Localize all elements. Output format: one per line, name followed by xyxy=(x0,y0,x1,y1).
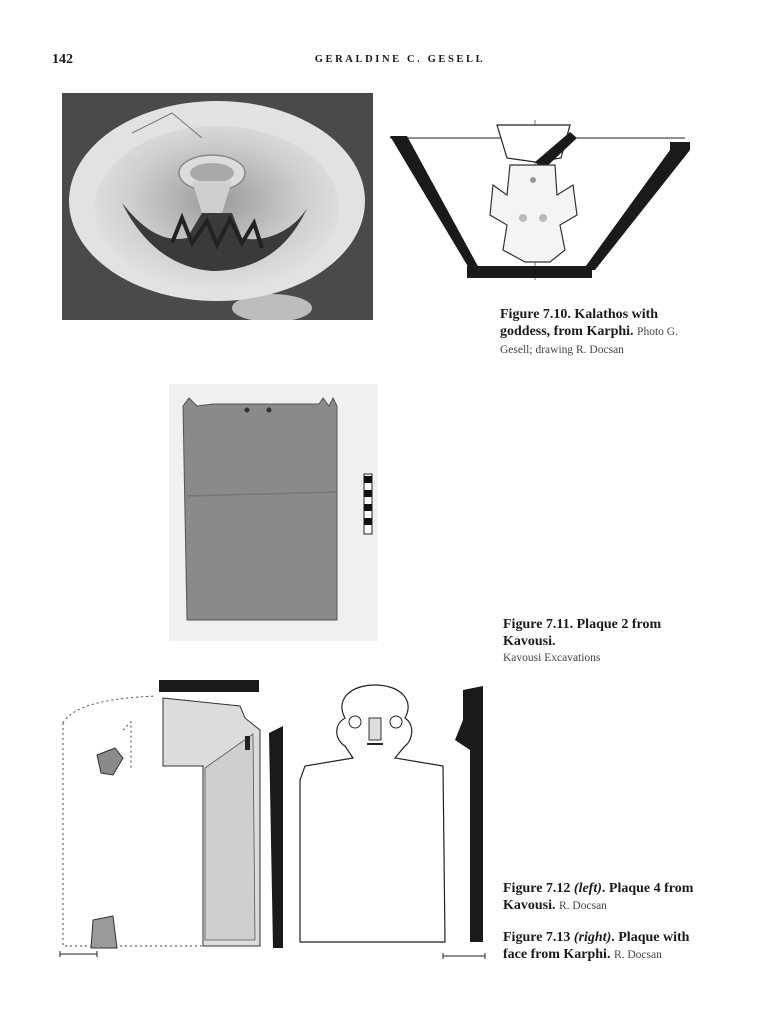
running-head: GERALDINE C. GESELL xyxy=(314,54,486,65)
figure-label-suffix: . Plaque with face from Karphi. xyxy=(503,930,690,962)
figure-label-prefix: Figure 7.12 xyxy=(503,881,574,896)
figure-credit: R. Docsan xyxy=(559,900,607,912)
plaque-face-drawing xyxy=(295,680,495,962)
kalathos-drawing xyxy=(385,120,695,285)
kalathos-photo xyxy=(62,93,373,320)
plaque-4-drawing xyxy=(55,678,290,960)
figure-7-12-caption xyxy=(503,880,713,915)
figure-label: Figure 7.10. Kalathos with goddess, from Karphi. xyxy=(500,307,659,339)
figure-credit: Photo G. Gesell; drawing R. Docsan xyxy=(500,326,678,356)
figure-credit: Kavousi Excavations xyxy=(503,652,601,664)
page-number: 142 xyxy=(52,52,73,67)
figure-7-13-caption xyxy=(503,929,713,964)
scale-bar xyxy=(364,474,372,534)
figure-label-prefix: Figure 7.13 xyxy=(503,930,574,945)
figure-7-10-caption xyxy=(500,306,710,359)
figure-label: Figure 7.11. Plaque 2 from Kavousi. xyxy=(503,617,662,649)
plaque-photo xyxy=(169,384,378,641)
figure-label-suffix: . Plaque 4 from Kavousi. xyxy=(503,881,694,913)
figure-7-11-caption xyxy=(503,616,713,667)
figure-label-italic: (right) xyxy=(573,930,612,945)
figure-credit: R. Docsan xyxy=(613,949,662,961)
figure-label-italic: (left) xyxy=(573,881,602,896)
